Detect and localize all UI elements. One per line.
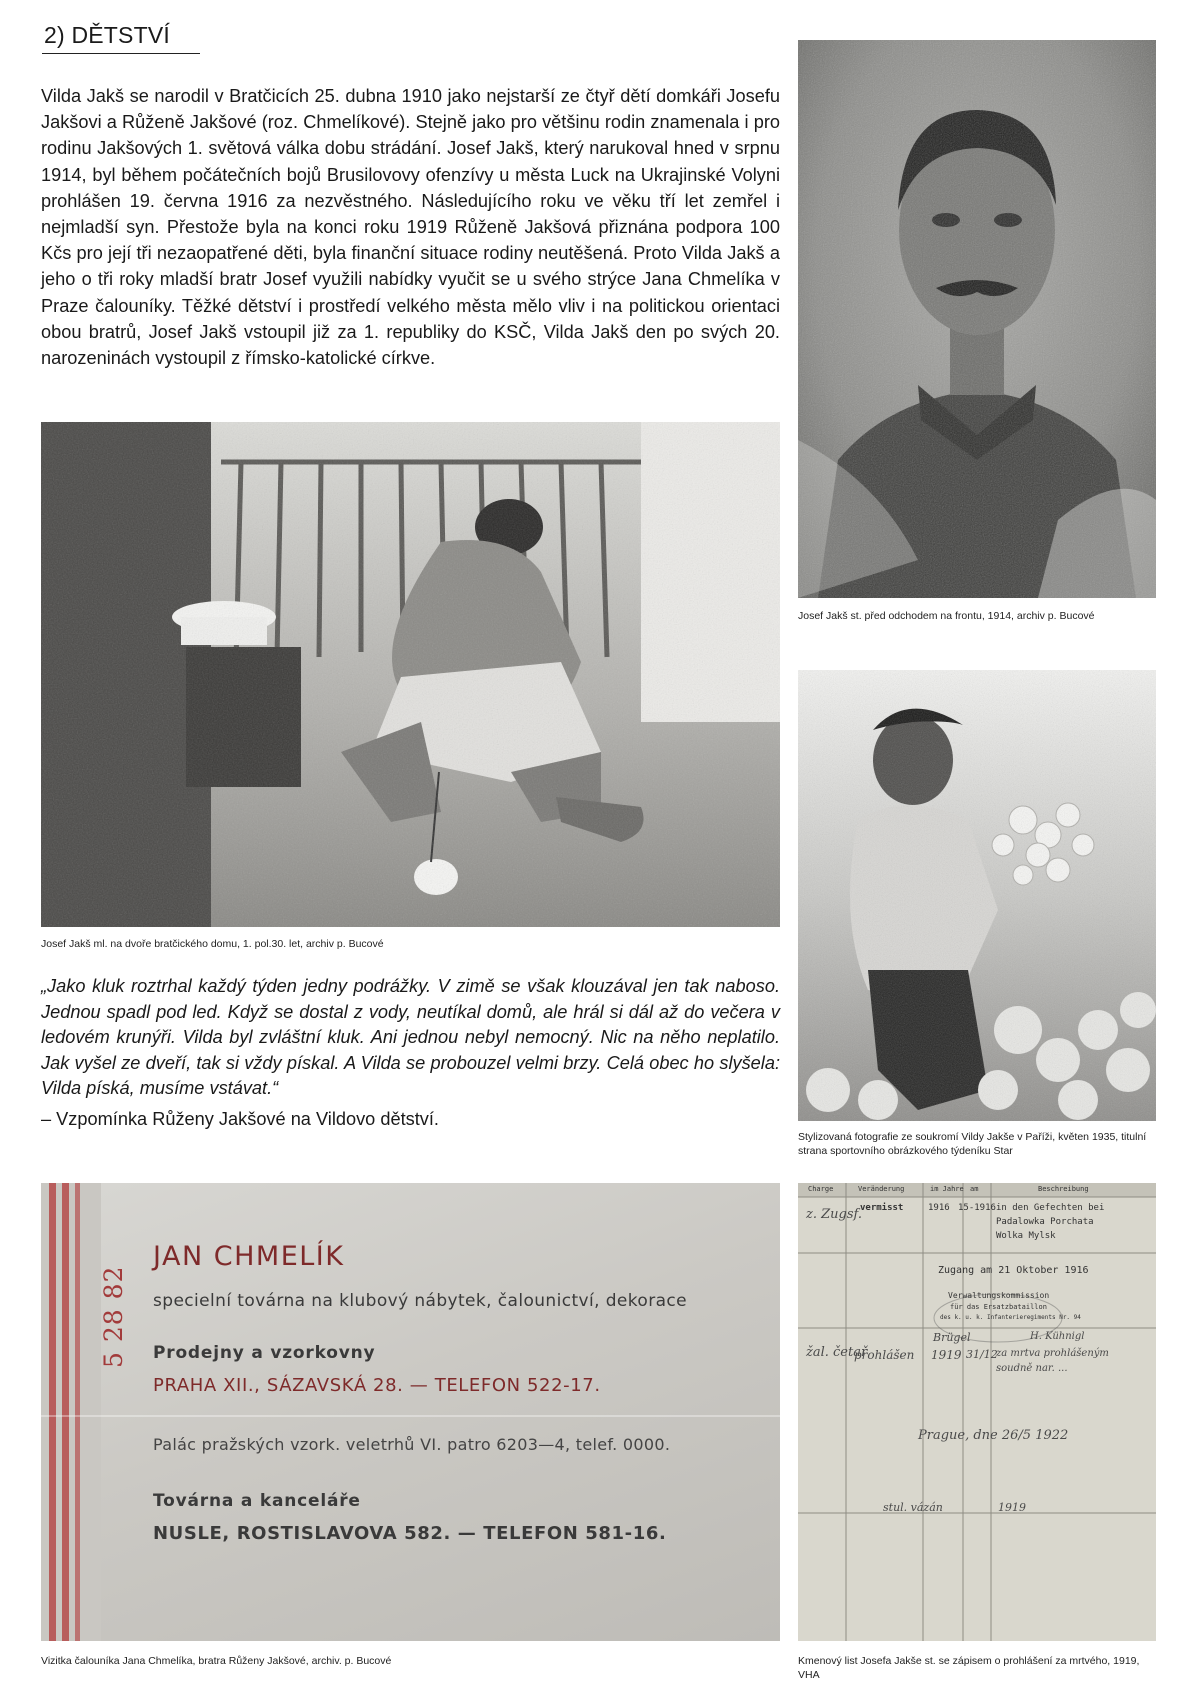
register-status: vermisst — [860, 1203, 904, 1213]
card-caption: Vizitka čalouníka Jana Chmelíka, bratra Růženy Jakšové, archiv. p. Bucové — [41, 1655, 392, 1667]
register-hw-rank: z. Zugsf. — [806, 1207, 862, 1222]
register-hw-sergeant: žal. četař — [806, 1345, 868, 1360]
register-caption: Kmenový list Josefa Jakše st. se zápisem o prohlášení za mrtvého, 1919, VHA — [798, 1655, 1140, 1681]
register-header-date: am — [970, 1185, 979, 1193]
register-desc-2: Padalowka Porchata — [996, 1217, 1094, 1227]
courtyard-caption: Josef Jakš ml. na dvoře bratčického domu, 1. pol.30. let, archiv p. Bucové — [41, 938, 384, 950]
register-header-year: im Jahre — [930, 1185, 964, 1193]
portrait-caption: Josef Jakš st. před odchodem na frontu, 1914, archiv p. Bucové — [798, 610, 1095, 622]
register-hw-sign-2: H. Kühnigl — [1030, 1331, 1085, 1342]
register-desc-3: Wolka Mylsk — [996, 1231, 1056, 1241]
register-grid — [798, 1183, 1156, 1641]
register-hw-prague: Prague, dne 26/5 1922 — [918, 1428, 1069, 1443]
register-zugang: Zugang am 21 Oktober 1916 — [938, 1265, 1089, 1276]
card-specialty: specielní továrna na klubový nábytek, čalounictví, dekorace — [153, 1291, 688, 1311]
flowers-photo — [798, 670, 1156, 1121]
page-title: 2) DĚTSTVÍ — [44, 22, 170, 48]
register-header-change: Veränderung — [858, 1185, 905, 1193]
card-factory-label: Továrna a kanceláře — [153, 1491, 361, 1511]
portrait-photo-image — [798, 40, 1156, 598]
intro-paragraph: Vilda Jakš se narodil v Bratčicích 25. dubna 1910 jako nejstarší ze čtyř dětí domkáři Josefu Jakšovi a Růženě Jakšové (roz. Chmelíkové). Stejně jako pro většinu rodin znamenala i pro rodinu Jakšových 1. světová válka dobu strádání. Josef Jakš, který narukoval hned v srpnu 1914, byl během počátečních bojů Brusilovovy ofenzívy u města Luck na Ukrajinské Volyni prohlášen 19. června 1916 za nezvěstného. Následujícího roku ve věku tří let zemřel i nejmladší syn. Přestože byla na konci roku 1919 Růženě Jakšová přiznána podpora 100 Kčs pro její tři nezaopatřené děti, byla finanční situace rodiny neutěšená. Proto Vilda Jakš a jeho o tři roky mladší bratr Josef využili nabídky vyučit se u svého strýce Jana Chmelíka v Praze čalouníky. Těžké dětství i prostředí velkého města mělo vliv i na politickou orientaci obou bratrů, Josef Jakš vstoupil již za 1. republiky do KSČ, Vilda Jakš den po svých 20. narozeninách vystoupil z římsko-katolické církve. — [41, 86, 780, 369]
card-nusle-address: NUSLE, ROSTISLAVOVA 582. — TELEFON 581-16. — [153, 1523, 667, 1544]
courtyard-photo — [41, 422, 780, 927]
card-company-name: JAN CHMELÍK — [153, 1241, 345, 1272]
register-hw-note-1: za mrtva prohlášeným — [996, 1348, 1109, 1359]
register-hw-year: 1919 — [931, 1348, 962, 1362]
title-underline — [42, 53, 200, 54]
business-card — [41, 1183, 780, 1641]
card-handwritten-number: 5 28 82 — [99, 1265, 128, 1368]
card-prague-address: PRAHA XII., SÁZAVSKÁ 28. — TELEFON 522-17. — [153, 1375, 601, 1396]
flowers-caption: Stylizovaná fotografie ze soukromí Vildy Jakše v Paříži, květen 1935, titulní strana sportovního obrázkového týdeníku Star — [798, 1131, 1147, 1157]
flowers-photo-image — [798, 670, 1156, 1121]
register-hw-note-2: soudně nar. ... — [996, 1363, 1068, 1374]
register-hw-bound: stul. vázán — [883, 1501, 943, 1514]
portrait-photo — [798, 40, 1156, 598]
register-hw-final-year: 1919 — [998, 1501, 1026, 1514]
register-year: 1916 — [928, 1203, 950, 1213]
courtyard-photo-image — [41, 422, 780, 927]
card-red-stripes — [41, 1183, 101, 1641]
register-stamp-3: des k. u. k. Infanterieregiments Nr. 94 — [940, 1314, 1081, 1321]
register-header-charge: Charge — [808, 1185, 834, 1193]
register-desc-1: in den Gefechten bei — [996, 1203, 1105, 1213]
register-stamp-2: für das Ersatzbataillon — [950, 1303, 1047, 1311]
card-palace-address: Palác pražských vzork. veletrhů VI. patro 6203—4, telef. 0000. — [153, 1435, 671, 1454]
register-hw-date: 31/12 — [966, 1348, 998, 1361]
register-sheet — [798, 1183, 1156, 1641]
register-stamp-1: Verwaltungskommission — [948, 1291, 1050, 1300]
childhood-quote: „Jako kluk roztrhal každý týden jedny podrážky. V zimě se však klouzával jen tak naboso. Jednou spadl pod led. Když se dostal z vody, neutíkal domů, ale hrál si dál až do večera v ledovém krunýři. Vilda byl zvláštní kluk. Ani jednou nebyl nemocný. Nic na něho neplatilo. Jak vyšel ze dveří, tak si vždy pískal. A Vilda se probouzel velmi brzy. Celá obec ho slyšela: Vilda píská, musíme vstávat.“ — [41, 976, 780, 1098]
card-fold-line — [41, 1415, 780, 1417]
register-hw-declared: prohlášen — [854, 1348, 915, 1362]
quote-attribution: – Vzpomínka Růženy Jakšové na Vildovo dětství. — [41, 1109, 439, 1129]
register-date: 15-1916 — [958, 1203, 996, 1213]
register-hw-sign-1: Brügel — [933, 1331, 971, 1344]
card-showrooms-label: Prodejny a vzorkovny — [153, 1343, 376, 1363]
register-header-description: Beschreibung — [1038, 1185, 1089, 1193]
